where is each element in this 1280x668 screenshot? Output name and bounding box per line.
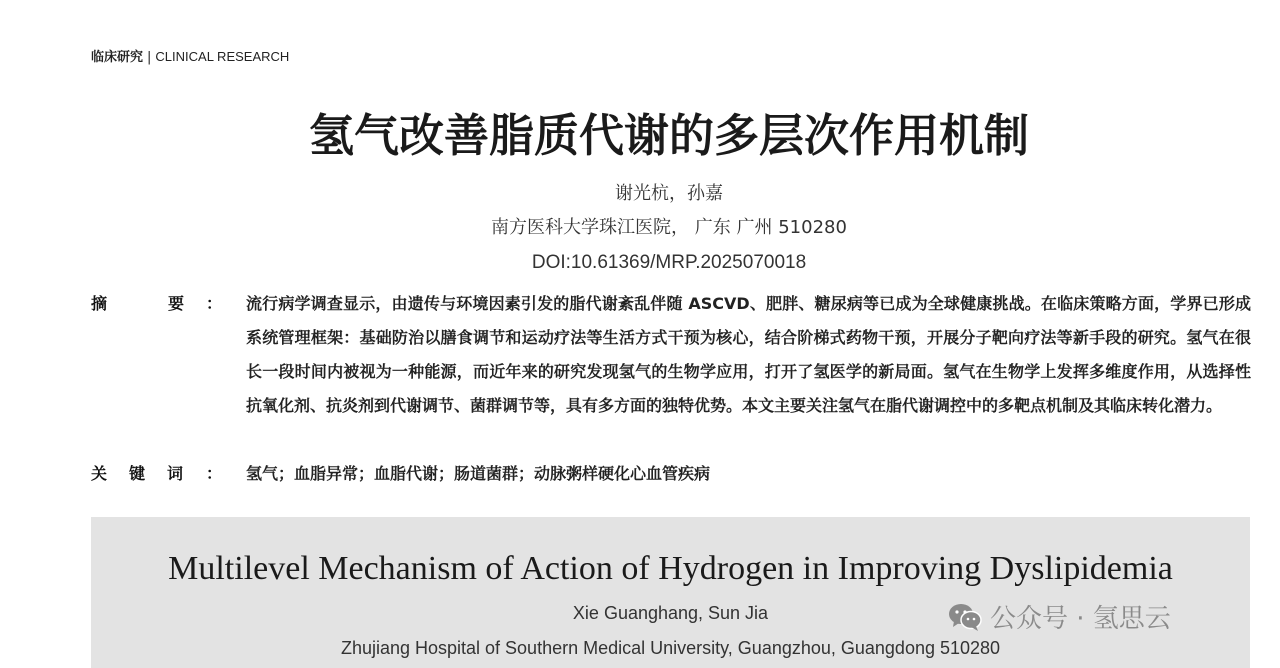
- section-tag: [91, 48, 289, 67]
- authors-zh: 谢光杭，孙嘉: [615, 183, 723, 204]
- english-abstract-box: [91, 517, 1250, 668]
- watermark-text: 公众号 · 氢思云: [990, 604, 1171, 634]
- affiliation-en: Zhujiang Hospital of Southern Medical University, Guangzhou, Guangdong 510280: [340, 638, 1001, 658]
- keywords-label-char: 词: [167, 464, 184, 483]
- abstract-label-char: 要: [168, 294, 185, 313]
- keywords-section: [91, 457, 1251, 491]
- watermark: [948, 598, 1171, 635]
- keywords-text: 氢气；血脂异常；血脂代谢；肠道菌群；动脉粥样硬化心血管疾病: [246, 464, 711, 483]
- keywords-label-char: ：: [206, 464, 223, 483]
- abstract-label: [91, 287, 246, 423]
- abstract-text: 流行病学调查显示，由遗传与环境因素引发的脂代谢紊乱伴随 ASCVD、肥胖、糖尿病等已成为全球健康挑战。在临床策略方面，学界已形成系统管理框架：基础防治以膳食调节和运动疗法等生活方式干预为核心，结合阶梯式药物干预，开展分子靶向疗法等新手段的研究。氢气在很长一段时间内被视为一种能源，而近年来的研究发现氢气的生物学应用，打开了氢医学的新局面。氢气在生物学上发挥多维度作用，从选择性抗氧化剂、抗炎剂到代谢调节、菌群调节等，具有多方面的独特优势。本文主要关注氢气在脂代谢调控中的多靶点机制及其临床转化潜力。: [246, 294, 1251, 415]
- abstract-section: [91, 287, 1251, 423]
- section-label-en: CLINICAL RESEARCH: [155, 49, 290, 64]
- article-title-zh: 氢气改善脂质代谢的多层次作用机制: [308, 109, 1029, 162]
- wechat-icon: [948, 602, 982, 632]
- abstract-label-char: 摘: [91, 294, 108, 313]
- authors-en: Xie Guanghang, Sun Jia: [572, 603, 769, 623]
- keywords-label-char: 关: [91, 464, 108, 483]
- section-label-zh: 临床研究: [91, 50, 144, 65]
- affiliation-zh: 南方医科大学珠江医院， 广东 广州 510280: [491, 217, 847, 238]
- doi[interactable]: DOI:10.61369/MRP.2025070018: [531, 252, 807, 273]
- abstract-label-char: ：: [206, 294, 223, 313]
- article-title-en: Multilevel Mechanism of Action of Hydrogen in Improving Dyslipidemia: [168, 550, 1173, 587]
- keywords-label-char: 键: [129, 464, 146, 483]
- keywords-label: [91, 457, 246, 491]
- section-separator: |: [147, 50, 152, 65]
